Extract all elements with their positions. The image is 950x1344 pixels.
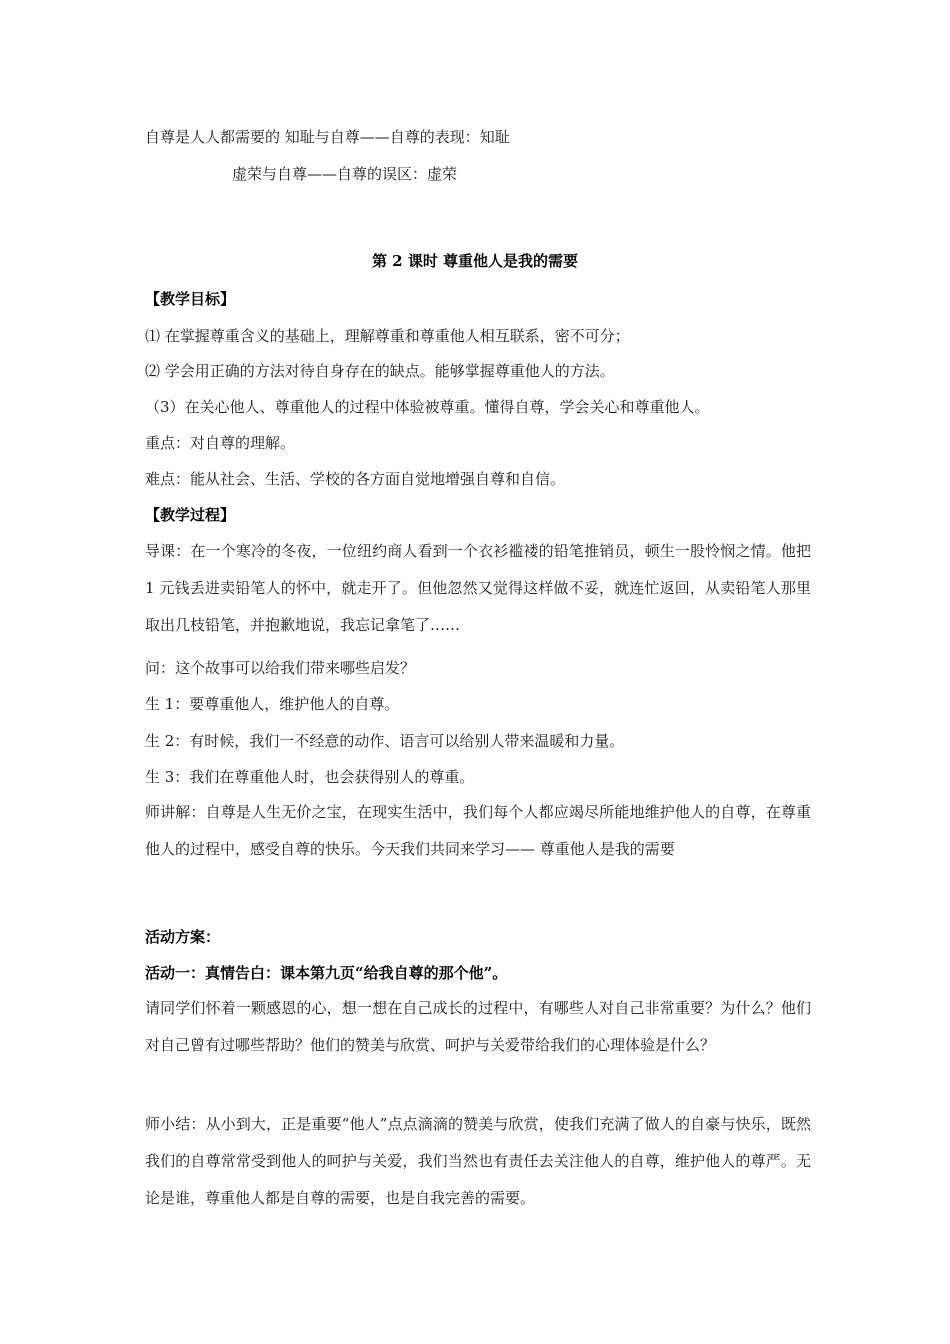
activities-heading: 活动方案： (145, 928, 221, 946)
question-line: 问：这个故事可以给我们带来哪些启发？ (145, 659, 416, 677)
teacher-summary-paragraph: 师小结：从小到大，正是重要“他人”点点滴滴的赞美与欣赏，使我们充满了做人的自豪与快乐，既然我们的自尊常常受到他人的呵护与关爱，我们当然也有责任去关注他人的自尊，维护他人的尊严。无论是谁，尊重他人都是自尊的需要，也是自我完善的需要。 (145, 1115, 811, 1207)
key-point: 重点：对自尊的理解。 (145, 434, 296, 452)
activity1-paragraph: 请同学们怀着一颗感恩的心，想一想在自己成长的过程中，有哪些人对自己非常重要？为什么？他们对自己曾有过哪些帮助？他们的赞美与欣赏、呵护与关爱带给我们的心理体验是什么？ (145, 999, 811, 1054)
lesson-title: 第 2 课时 尊重他人是我的需要 (371, 252, 579, 270)
goal-item-1: ⑴ 在掌握尊重含义的基础上，理解尊重和尊重他人相互联系，密不可分； (145, 327, 630, 345)
goal-item-2: ⑵ 学会用正确的方法对待自身存在的缺点。能够掌握尊重他人的方法。 (145, 362, 615, 380)
student-answer-3: 生 3：我们在尊重他人时，也会获得别人的尊重。 (145, 768, 475, 786)
teacher-explanation-paragraph: 师讲解：自尊是人生无价之宝，在现实生活中，我们每个人都应竭尽所能地维护他人的自尊，在尊重他人的过程中，感受自尊的快乐。今天我们共同来学习—— 尊重他人是我的需要 (145, 803, 811, 858)
student-answer-1: 生 1：要尊重他人，维护他人的自尊。 (145, 695, 400, 713)
goals-heading: 【教学目标】 (145, 290, 236, 308)
activity1-title: 活动一：真情告白：课本第九页“给我自尊的那个他”。 (145, 964, 508, 982)
process-heading: 【教学过程】 (145, 506, 236, 524)
intro-story-paragraph: 导课：在一个寒冷的冬夜，一位纽约商人看到一个衣衫褴褛的铅笔推销员，顿生一股怜悯之情。他把 1 元钱丢进卖铅笔人的怀中，就走开了。但他忽然又觉得这样做不妥，就连忙返回，从卖铅笔人那里取出几枝铅笔，并抱歉地说，我忘记拿笔了…… (145, 542, 811, 634)
goal-item-3: （3）在关心他人、尊重他人的过程中体验被尊重。懂得自尊，学会关心和尊重他人。 (145, 398, 710, 416)
difficult-point: 难点：能从社会、生活、学校的各方面自觉地增强自尊和自信。 (145, 470, 566, 488)
intro-line-1: 自尊是人人都需要的 知耻与自尊——自尊的表现：知耻 (145, 128, 510, 146)
student-answer-2: 生 2：有时候，我们一不经意的动作、语言可以给别人带来温暖和力量。 (145, 732, 625, 750)
intro-line-2: 虚荣与自尊——自尊的误区：虚荣 (232, 165, 458, 183)
